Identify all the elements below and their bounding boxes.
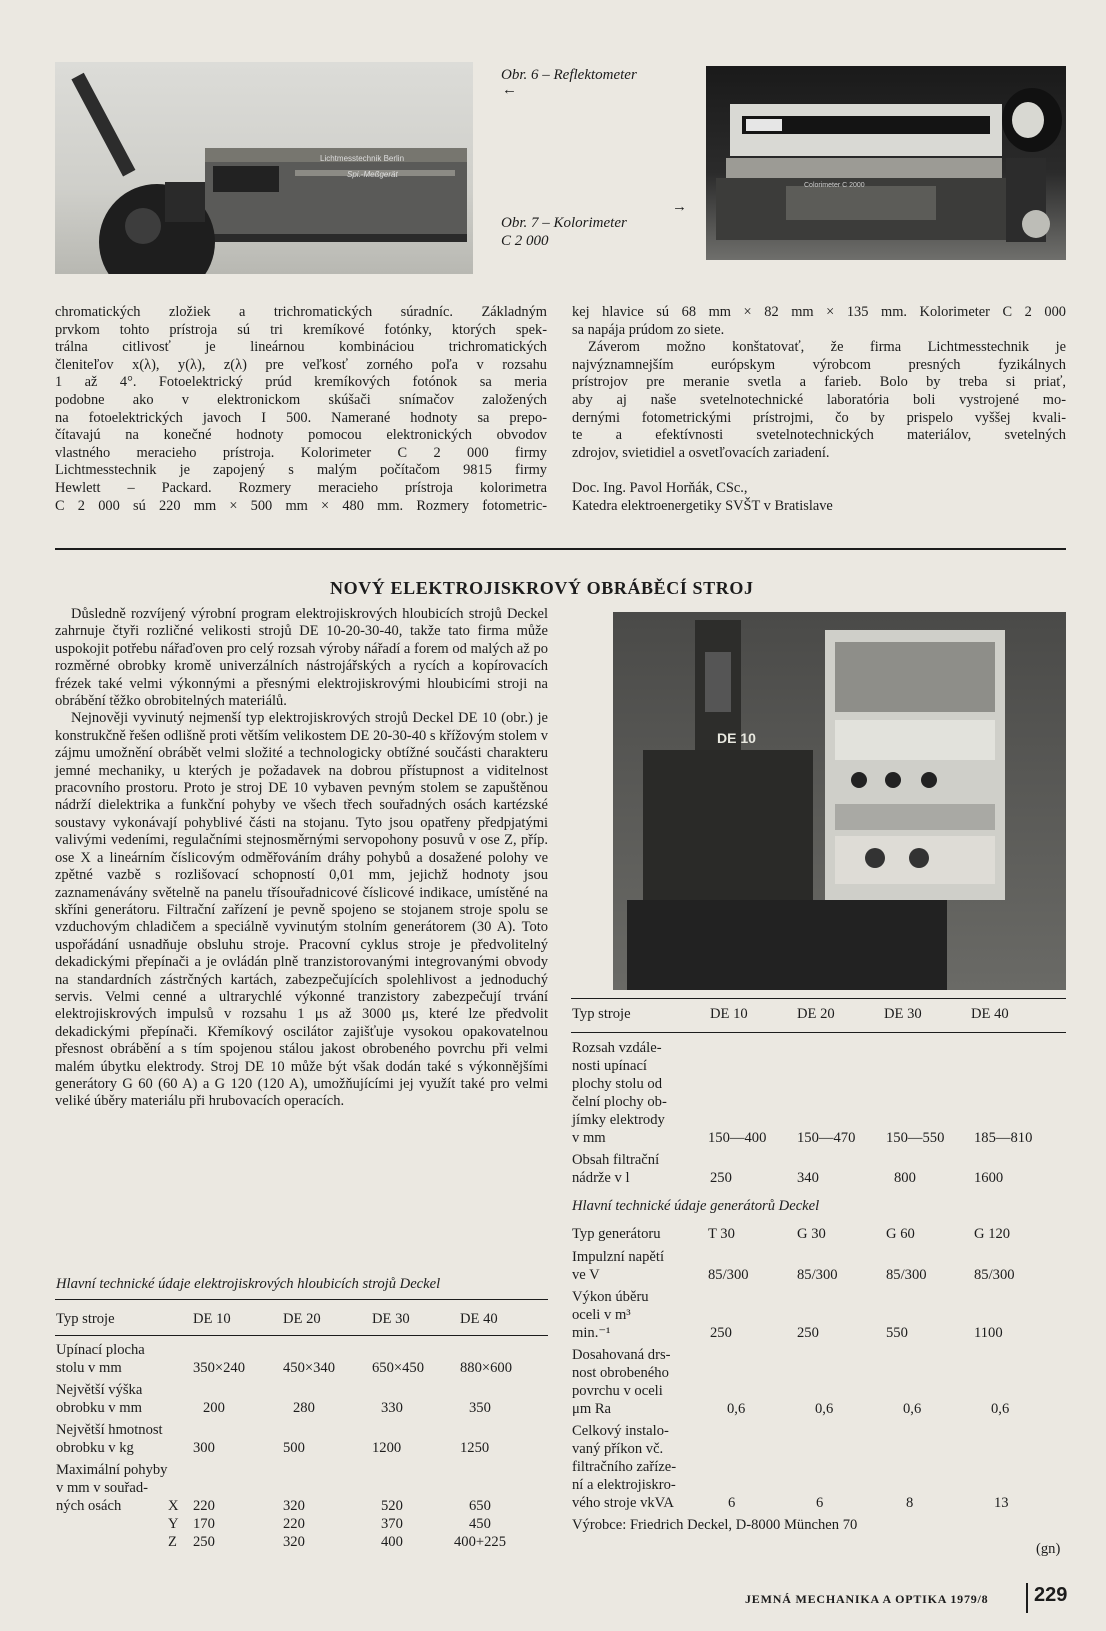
table1-cell: 650: [469, 1498, 491, 1514]
table1-cell: 520: [381, 1498, 403, 1514]
author-signature: (gn): [1036, 1541, 1061, 1557]
table2-gen-row-label: Dosahovaná drs-: [572, 1347, 671, 1363]
text-line: Záverom možno konštatovať, že firma Lichtmesstechnik je: [588, 339, 1066, 356]
text-line: te a efektívnosti svetelnotechnických materiálov, svetelných: [572, 427, 1066, 444]
table2-gen-row-label: ní a elektrojiskro-: [572, 1477, 676, 1493]
article-paragraph-2: Nejnověji vyvinutý nejmenší typ elektrojiskrových strojů Deckel DE 10 (obr.) je konstrukčně řešen odlišně proti větším velikostem DE 20-30-40 s křížovým stolem v zájmu umožnění obrábět velmi složité a technologicky obtížné součásti charakteru jemné mechaniky, u kterých je požadavek na dobrou přístupnost a viditelnost pracovního prostoru. Proto je stroj DE 10 vybaven pevným stolem se zapuštěnou nádrží dielektrika a funkční pohyby ve všech třech souřadných osách kartézské soustavy vykonávají pohyblivé části na stojanu. Tyto jsou opatřeny předpjatými valivými vedeními, regulačními stejnosměrnými servopohony posuvů v ose Z, příp. ose X a lineárním číslicovým odměřováním dráhy pohybů a dosažené polohy ve zpětné vazbě s rozlišovací schopností 0,01 mm, jejichž hodnoty jsou zaznamenávány světelně na panelu třísouřadnicové číslicové indikace, umístěné na skříni generátoru. Filtrační zařízení je pevně spojeno se stojanem stroje spolu se vzduchovým chladičem a speciálně vyvinutým stolním generátorem (30 A). Toto uspořádání usnadňuje obsluhu stroje. Pracovní cyklus stroje je předvolitelný dekadickými přepínači a je ovládán plně tranzistorovanými integrovanými obvody na standardních zástrčných kartách, zabezpečujících spolehlivost a jednoduchý servis. Velmi cenné a ultrarychlé výkonné tranzistory zabezpečují trvání elektrojiskrových impulsů v rozsahu 1 μs až 3000 μs, které lze předvolit dekadickými přepínači. Křemíkový oscilátor zajišťuje vysokou opakovatelnou přesnost obrábění a s tím spojenou stálou jakost obrobeného povrchu při velmi malém úbytku elektrody. Stroj DE 10 může být však dodán také s výkonnějšími generátory G 60 (60 A) a G 120 (120 A), umožňujícími jej využít také pro velmi veliké úběry materiálu při hrubovacích operacích.: [55, 710, 548, 1110]
text-line: vlastného meracieho prístroja. Kolorimeter C 2 000 firmy: [55, 444, 547, 461]
table2-header-col: DE 30: [884, 1006, 922, 1022]
table2-cell: 150—470: [797, 1130, 856, 1146]
table1-cell: 500: [283, 1440, 305, 1456]
table1-axis: Z: [168, 1534, 177, 1550]
table2-row-label: čelní plochy ob-: [572, 1094, 667, 1110]
table2-row-label: nosti upínací: [572, 1058, 647, 1074]
text-line: prístrojov pre meranie svetla a farieb. Bolo by treba si priať,: [572, 374, 1066, 391]
page-number: 229: [1034, 1584, 1068, 1606]
article-title: NOVÝ ELEKTROJISKROVÝ OBRÁBĚCÍ STROJ: [330, 578, 754, 598]
table2-cell: 550: [886, 1325, 908, 1341]
text-line: chromatických zložiek a trichromatických súradníc. Základným: [55, 304, 547, 320]
text-line: dernými fotometrickými prístrojmi, čo by prispelo vyššej kvali-: [572, 409, 1066, 426]
table2-gen-header-col: G 60: [886, 1226, 915, 1242]
table2-row-label: plochy stolu od: [572, 1076, 662, 1092]
table1-axes-label: v mm v souřad-: [56, 1480, 149, 1496]
table2-row-label: Obsah filtrační: [572, 1152, 660, 1168]
text-line: Lichtmesstechnik je zapojený s malým počítačom 9815 firmy: [55, 462, 547, 479]
table2-cell: 85/300: [974, 1267, 1015, 1283]
footer-separator: [1026, 1583, 1028, 1613]
table2-cell: 1600: [974, 1170, 1004, 1186]
table1-axes-label: ných osách: [56, 1498, 122, 1514]
colorimeter-photo: [706, 66, 1066, 260]
table2-row-label: Rozsah vzdále-: [572, 1040, 662, 1056]
fig7-arrow: →: [672, 199, 687, 215]
machine-photo: [613, 612, 1066, 990]
table1-row-label: Upínací plocha: [56, 1342, 145, 1358]
text-line: aby aj naše svetelnotechnické laboratória boli vystrojené mo-: [572, 391, 1066, 408]
table1-row-label: Největší výška: [56, 1382, 143, 1398]
table2-header-label: Typ stroje: [572, 1006, 631, 1022]
table1-top-rule: [55, 1299, 548, 1300]
text-line: kej hlavice sú 68 mm × 82 mm × 135 mm. Kolorimeter C 2 000: [572, 304, 1066, 320]
table2-header-col: DE 20: [797, 1006, 835, 1022]
text-line: najvýznamnejším európskym výrobcom presných fyzikálnych: [572, 356, 1066, 373]
text-line: Hewlett – Packard. Rozmery meracieho prístroja kolorimetra: [55, 479, 547, 496]
text-line: 1 až 4°. Fotoelektrický prúd kremíkových fotónok sa meria: [55, 374, 547, 391]
text-line: na fotoelektrických javoch I 500. Namerané hodnoty sa prepo-: [55, 409, 547, 426]
text-line: zdrojov, svietidiel a osvetľovacích zariadení.: [572, 444, 830, 461]
fig7-caption: Obr. 7 – Kolorimeter: [501, 215, 627, 231]
table1-cell: 200: [203, 1400, 225, 1416]
table1-cell: 280: [293, 1400, 315, 1416]
table2-row-label: jímky elektrody: [572, 1112, 665, 1128]
table1-row-label: Největší hmotnost: [56, 1422, 163, 1438]
text-line: čítavajú na konečné hodnoty pomocou elektronických obvodov: [55, 427, 547, 444]
table2-cell: 1100: [974, 1325, 1003, 1341]
table2-cell: 13: [994, 1495, 1009, 1511]
table1-axis: X: [168, 1498, 179, 1514]
table1-title: Hlavní technické údaje elektrojiskrových hloubicích strojů Deckel: [56, 1276, 441, 1292]
table2-gen-row-label: filtračního zaříze-: [572, 1459, 677, 1475]
table1-cell: 450×340: [283, 1360, 336, 1376]
table1-cell: 1200: [372, 1440, 402, 1456]
reflectometer-label-2: Spi.-Meßgerät: [347, 170, 398, 179]
table2-gen-row-label: vaný příkon vč.: [572, 1441, 664, 1457]
journal-footer: JEMNÁ MECHANIKA A OPTIKA 1979/8: [745, 1592, 989, 1606]
article-paragraph-1: Důsledně rozvíjený výrobní program elektrojiskrových hloubicích strojů Deckel zahrnuje čtyři rozličné velikosti strojů DE 10-20-30-40, takže tato firma může uspokojit potřebu nářaďoven pro celý rozsah výroby nářadí a forem od malých až po rozměrné obrobky kromě univerzálních nástrojářských a rycích a kopírovacích frézek také velmi výkonnými a přesnými elektrojiskrovými hloubicími stroji na obrábění těžko obrobitelných materiálů.: [55, 606, 548, 710]
table2-gen-header-col: G 120: [974, 1226, 1011, 1242]
table2-header-col: DE 10: [710, 1006, 748, 1022]
table1-cell: 250: [193, 1534, 215, 1550]
fig6-caption: Obr. 6 – Reflektometer: [501, 67, 637, 83]
manufacturer-line: Výrobce: Friedrich Deckel, D-8000 München 70: [572, 1517, 858, 1533]
table1-cell: 220: [193, 1498, 215, 1514]
table2-cell: 250: [710, 1325, 732, 1341]
table2-gen-row-label: μm Ra: [572, 1401, 612, 1417]
table2-cell: 85/300: [797, 1267, 838, 1283]
text-line: trálna citlivosť je lineárnou kombináciou trichromatických: [55, 339, 547, 356]
table2-gen-header-col: G 30: [797, 1226, 826, 1242]
reflectometer-illustration: [55, 62, 473, 274]
top-article-left-column: [55, 304, 547, 515]
table2-gen-row-label: ve V: [572, 1267, 600, 1283]
table1-header-rule: [55, 1335, 548, 1336]
text-line: sa napája prúdom zo siete.: [572, 321, 725, 338]
table1-cell: 350: [469, 1400, 491, 1416]
top-article-right-column: [572, 304, 1066, 516]
table1-cell: 320: [283, 1534, 305, 1550]
table2-gen-row-label: Výkon úběru: [572, 1289, 649, 1305]
table1-row-label: stolu v mm: [56, 1360, 122, 1376]
table2-cell: 6: [816, 1495, 824, 1511]
reflectometer-photo: [55, 62, 473, 274]
table1-header-col: DE 30: [372, 1311, 410, 1327]
table1-header-col: DE 40: [460, 1311, 498, 1327]
table1-cell: 320: [283, 1498, 305, 1514]
table1-header-col: DE 20: [283, 1311, 321, 1327]
table1-cell: 330: [381, 1400, 403, 1416]
table2-gen-header-label: Typ generátoru: [572, 1226, 661, 1242]
author-name: Doc. Ing. Pavol Horňák, CSc.,: [572, 480, 748, 497]
machine-panel-label: DE 10: [717, 730, 756, 746]
table1-axes-label: Maximální pohyby: [56, 1462, 168, 1478]
table2-cell: 0,6: [727, 1401, 746, 1417]
table2-gen-row-label: vého stroje vkVA: [572, 1495, 674, 1511]
colorimeter-label: Colorimeter C 2000: [804, 182, 865, 189]
text-line: C 2 000 sú 220 mm × 500 mm × 480 mm. Rozmery fotometric-: [55, 497, 547, 514]
table2-cell: 800: [894, 1170, 916, 1186]
table2-gen-row-label: povrchu v oceli: [572, 1383, 663, 1399]
table1-header-label: Typ stroje: [56, 1311, 115, 1327]
table2-cell: 150—400: [708, 1130, 767, 1146]
table1-cell: 350×240: [193, 1360, 246, 1376]
article-body: [55, 606, 548, 1111]
table2-cell: 0,6: [903, 1401, 922, 1417]
table1-cell: 400: [381, 1534, 403, 1550]
author-affiliation: Katedra elektroenergetiky SVŠT v Bratislave: [572, 497, 833, 514]
table2-cell: 85/300: [708, 1267, 749, 1283]
table2-cell: 185—810: [974, 1130, 1033, 1146]
table2-gen-row-label: Celkový instalo-: [572, 1423, 669, 1439]
table2-cell: 150—550: [886, 1130, 945, 1146]
table1-cell: 300: [193, 1440, 215, 1456]
table2-cell: 250: [797, 1325, 819, 1341]
table1-row-label: obrobku v mm: [56, 1400, 142, 1416]
table2-cell: 6: [728, 1495, 736, 1511]
table2-gen-row-label: min.⁻¹: [572, 1325, 611, 1341]
table1-cell: 370: [381, 1516, 403, 1532]
table2-row-label: v mm: [572, 1130, 606, 1146]
table1-cell: 170: [193, 1516, 215, 1532]
table2-gen-row-label: Impulzní napětí: [572, 1249, 664, 1265]
text-line: prvkom tohto prístroja sú tri kremíkové fotónky, ktorých spek-: [55, 321, 547, 338]
machine-illustration: [613, 612, 1066, 990]
table2-cell: 340: [797, 1170, 819, 1186]
table1-cell: 880×600: [460, 1360, 513, 1376]
text-line: členiteľov x(λ), y(λ), z(λ) pre veľkosť zorného poľa v rozsahu: [55, 356, 547, 373]
table2-top-rule: [571, 998, 1066, 999]
reflectometer-label-1: Lichtmesstechnik Berlin: [320, 154, 405, 163]
table1-cell: 400+225: [454, 1534, 507, 1550]
table1-row-label: obrobku v kg: [56, 1440, 134, 1456]
text-line: podobne ako v elektronickom skúšači snímačov založených: [55, 391, 547, 408]
table1-cell: 650×450: [372, 1360, 425, 1376]
section-divider: [55, 548, 1066, 550]
fig6-arrow: ←: [502, 82, 517, 98]
fig7-model: C 2 000: [501, 233, 549, 249]
table2-row-label: nádrže v l: [572, 1170, 630, 1186]
table2-cell: 8: [906, 1495, 914, 1511]
table2-header-col: DE 40: [971, 1006, 1009, 1022]
table1-cell: 1250: [460, 1440, 490, 1456]
table2-cell: 0,6: [991, 1401, 1010, 1417]
table1-axis: Y: [168, 1516, 179, 1532]
table2-cell: 85/300: [886, 1267, 927, 1283]
table2-header-rule: [571, 1032, 1066, 1033]
table2-gen-row-label: nost obrobeného: [572, 1365, 669, 1381]
table2-gen-row-label: oceli v m³: [572, 1307, 631, 1323]
table1-cell: 450: [469, 1516, 491, 1532]
colorimeter-illustration: [706, 66, 1066, 260]
table1-header-col: DE 10: [193, 1311, 231, 1327]
table2-cell: 250: [710, 1170, 732, 1186]
table2-cell: 0,6: [815, 1401, 834, 1417]
table1-cell: 220: [283, 1516, 305, 1532]
table2-subtitle: Hlavní technické údaje generátorů Deckel: [572, 1198, 820, 1214]
table2-gen-header-col: T 30: [708, 1226, 735, 1242]
